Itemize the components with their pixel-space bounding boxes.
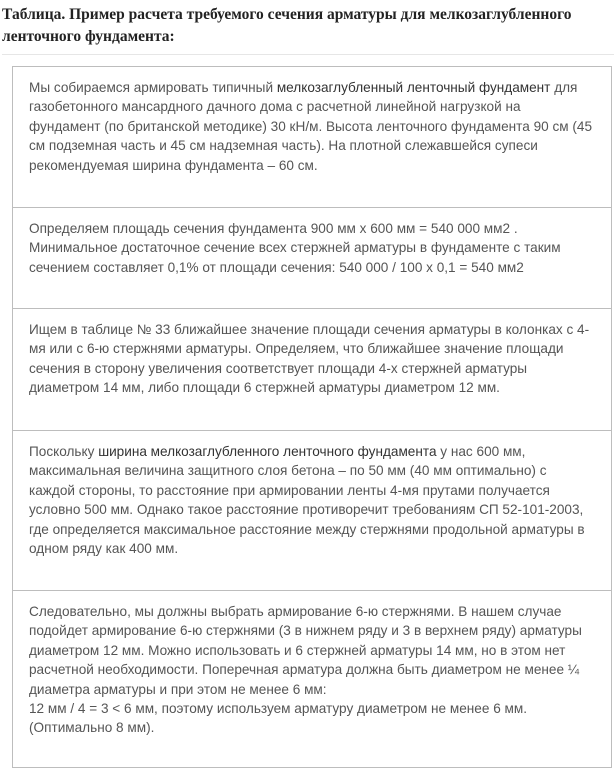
caption-divider	[2, 54, 614, 55]
table-row	[13, 309, 611, 431]
row-text: для газобетонного мансардного дачного дома с расчетной линейной нагрузкой на фундамент (по британской методике) 30 кН/м. Высота ленточного фундамента 90 см (45 см подземная часть и 45 см надземная часть). На плотной слежавшейся супеси рекомендуемая ширина фундамента – 60 см.	[29, 80, 593, 173]
row-text: 12 мм / 4 = 3 < 6 мм, поэтому используем арматуру диаметром не менее 6 мм. (Оптимально 8 мм).	[29, 701, 528, 736]
foundation-link[interactable]: мелкозаглубленный ленточный фундамент	[276, 80, 551, 95]
calculation-table	[12, 66, 612, 768]
table-row	[13, 67, 611, 208]
row-text: Ищем в таблице № 33 ближайшее значение площади сечения арматуры в колонках с 4-мя или с 6-ю стержнями арматуры. Определяем, что ближайшее значение площади сечения в сторону увеличения соответствует площади 4-х стержней арматуры диаметром 14 мм, либо площади 6 стержней арматуры диаметром 12 мм.	[29, 322, 590, 396]
row-text: Следовательно, мы должны выбрать армирование 6-ю стержнями. В нашем случае подойдет армирование 6-ю стержнями (3 в нижнем ряду и 3 в верхнем ряду) арматуры диаметром 12 мм. Можно использовать и 6 стержней арматуры 14 мм, но в этом нет расчетной необходимости. Поперечная арматура должна быть диаметром не менее ¼ диаметра арматуры и при этом не менее 6 мм:	[29, 604, 582, 697]
table-row	[13, 208, 611, 309]
row-text: Определяем площадь сечения фундамента 900 мм х 600 мм = 540 000 мм2 . Минимальное достаточное сечение всех стержней арматуры в фундаменте с таким сечением составляет 0,1% от площади сечения: 540 000 / 100 х 0,1 = 540 мм2	[29, 221, 561, 275]
row-text: у нас 600 мм, максимальная величина защитного слоя бетона – по 50 мм (40 мм оптимально) с каждой стороны, то расстояние при армировании ленты 4-мя прутами получается условно 500 мм. Однако такое расстояние противоречит требованиям СП 52-101-2003, где определяется максимальное расстояние между стержнями продольной арматуры в одном ряду как 400 мм.	[29, 444, 585, 557]
table-row	[13, 431, 611, 591]
row-text: Мы собираемся армировать типичный	[29, 80, 277, 95]
foundation-width-link[interactable]: ширина мелкозаглубленного ленточного фундамента	[98, 444, 437, 459]
table-caption: Таблица. Пример расчета требуемого сечения арматуры для мелкозаглубленного ленточного фундамента:	[2, 6, 572, 45]
row-text: Поскольку	[29, 444, 99, 459]
table-row	[13, 591, 611, 767]
